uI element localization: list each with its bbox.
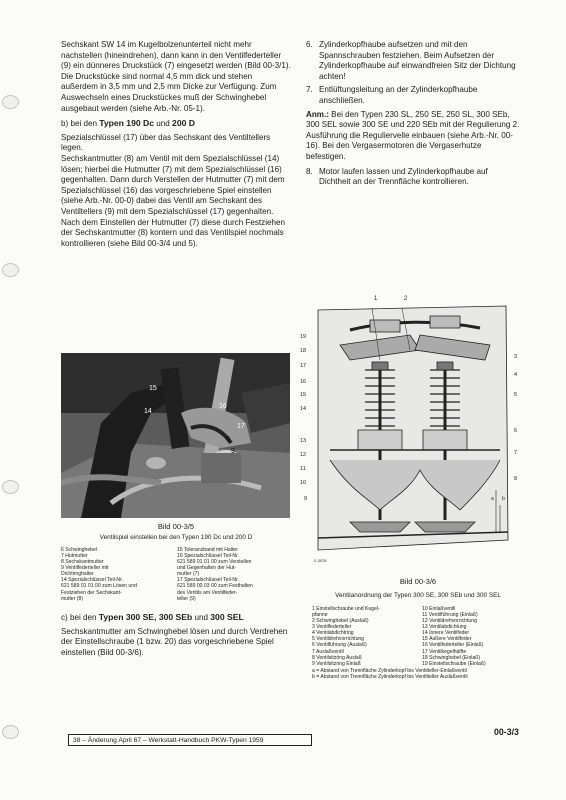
diagram-label-3: 3: [514, 354, 518, 360]
legend-col-left: [61, 547, 171, 602]
diagram-label-13: 13: [300, 438, 307, 444]
legend-item: 12 Ventildrehvorrichtung: [422, 618, 477, 625]
photo-label-14: 14: [144, 408, 152, 415]
diagram-label-10: 10: [300, 480, 307, 486]
footer-revision-box: 38 – Änderung April 67 – Werkstatt-Handbuch PKW-Typen 1959: [68, 734, 312, 746]
legend-col-left: [312, 606, 416, 667]
legend-col-right: [177, 547, 291, 602]
legend-item: 16 Spezialschlüssel Teil-Nr.: [177, 553, 239, 559]
legend-item: 7 Hutmutter: [61, 553, 88, 559]
legend-item: 2 Schwinghebel (Auslaß): [312, 618, 369, 625]
paragraph-einstellschraube: Sechskantmutter am Schwinghebel lösen und durch Verdrehen der Einstellschraube (1 bzw. 20) das vorgeschriebene Spiel einstellen (Bild 00-3/6).: [61, 626, 288, 657]
legend-item: 5 Ventildrehvorrichtung: [312, 636, 365, 643]
legend-col-right: [422, 606, 526, 667]
diagram-label-1: 1: [374, 296, 378, 302]
legend-00-3-5: [61, 547, 291, 602]
legend-item: 14 Spezialschlüssel Teil-Nr.: [61, 577, 123, 584]
diagram-label-b: b: [502, 496, 505, 502]
diagram-label-15: 15: [300, 392, 307, 398]
photo-label-8: 8: [226, 436, 230, 443]
diagram-label-16: 16: [300, 379, 307, 385]
legend-item: 6 Ventilführung (Auslaß): [312, 642, 367, 649]
heading-190dc: b) bei den Typen 190 Dc und 200 D: [61, 118, 195, 129]
legend-item: 4 Ventilabdichtring: [312, 630, 354, 637]
diagram-label-14: 14: [300, 406, 307, 412]
punch-hole-4: [2, 725, 19, 739]
steps-list: [306, 40, 520, 107]
diagram-label-7: 7: [514, 450, 518, 456]
right-column: [306, 40, 520, 191]
cylinder-head-cross-section: [310, 300, 522, 570]
legend-item: und Gegenhalten der Hut-: [177, 565, 236, 572]
punch-hole-2: [2, 263, 19, 277]
diagram-label-18: 18: [300, 348, 307, 354]
legend-item: 10 Einlaßventil: [422, 605, 456, 612]
legend-item: 6 Schwinghebel: [61, 546, 97, 553]
legend-item: 7 Auslaßventil: [312, 648, 344, 655]
legend-item: 18 Schwinghebel (Einlaß): [422, 654, 481, 661]
legend-distances: [312, 668, 524, 680]
photo-label-9: 9: [231, 448, 235, 455]
left-column: [61, 40, 291, 249]
diagram-label-19: 19: [300, 334, 307, 340]
legend-item: 14 Innere Ventilfeder: [422, 630, 470, 637]
legend-item: 15 Äußere Ventilfeder: [422, 636, 472, 643]
legend-item: 17 Spezialschlüssel Teil-Nr.: [177, 577, 239, 584]
left-figure-caption-block: [61, 522, 291, 659]
legend-item: 11 Ventilführung (Einlaß): [422, 612, 478, 618]
legend-item: 13 Ventilabdichtung: [422, 624, 467, 631]
legend-item: 19 Einstellschraube (Einlaß): [422, 660, 486, 667]
legend-item: Festziehen der Sechskant-: [61, 589, 122, 596]
legend-item: 1 Einstellschraube und Kugel-: [312, 605, 380, 612]
photo-label-16: 16: [219, 403, 227, 410]
legend-item: des Ventils am Ventilfeder-: [177, 589, 238, 596]
diagram-label-9: 9: [304, 496, 308, 502]
step-8: 8. Motor laufen lassen und Zylinderkopfhaube auf Dichtheit an der Trennfläche kontrollieren.: [306, 166, 488, 187]
heading-300se: c) bei den Typen 300 SE, 300 SEb und 300 SEL: [61, 611, 244, 622]
diagram-label-17: 17: [300, 363, 307, 369]
note-anm: Anm.: Bei den Typen 230 SL, 250 SE, 250 SL, 300 SEb, 300 SEL sowie 300 SE und 220 SEb mit der Regulierung 2. Ausführung die Reguliervelle einbauen (siehe Arb.-Nr. 00-16). Bei den Vergasermotoren die Vergaserhutze befestigen.: [306, 109, 520, 161]
legend-item: 15 Toleranzband mit Halter: [177, 546, 238, 553]
legend-item: 621 589 01 01 00 zum Lösen und: [61, 583, 137, 590]
legend-item: Dichtringhalter: [61, 571, 94, 578]
paragraph-druckstueck: Sechskant SW 14 im Kugelbolzenunterteil nicht mehr nachstellen (hineindrehen), dann kann in den Ventilfederteller (9) ein dünneres Druckstück (7) eingesetzt werden (Bild 00-3/1). Die Druckstücke sind normal 4,5 mm dick und stehen außerdem in 3,5 mm und 2,5 mm Dicke zur Verfügung. Zum Auswechseln eines Druckstückes muß der Schwinghebel ausgebaut werden (siehe Arb.-Nr. 05-1).: [61, 40, 291, 113]
engine-photo-illustration: [61, 353, 290, 518]
diagram-label-a: a: [491, 496, 494, 502]
photo-label-15: 15: [149, 385, 157, 392]
diagram-label-6: 6: [514, 428, 518, 434]
diagram-code: 2-3078: [314, 558, 327, 563]
legend-item: 621 589 00 03 00 zum Festhalten: [177, 583, 253, 590]
diagram-label-2: 2: [404, 296, 408, 302]
figure-title-00-3-5: Bild 00-3/5: [157, 522, 195, 531]
valve-arrangement-diagram: [300, 296, 522, 570]
legend-00-3-6: [312, 606, 524, 667]
legend-item: 16 Ventilfederteller (Einlaß): [422, 642, 484, 649]
legend-item: 621 589 01 01 00 zum Verstellen: [177, 559, 252, 566]
legend-item-b: b = Abstand von Trennfläche Zylinderkopf bis Ventilteller Auslaßventil: [312, 673, 468, 680]
step-7: 7. Entlüftungsleitung an der Zylinderkopfhaube anschließen.: [306, 85, 478, 105]
figure-caption-00-3-5: Ventilspiel einstellen bei den Typen 190 Dc und 200 D: [99, 534, 253, 541]
legend-item: 17 Ventilkegelhälfte: [422, 648, 467, 655]
photo-label-17: 17: [237, 423, 245, 430]
legend-item: 9 Ventilfederteller mit: [61, 565, 109, 572]
steps-list-2: [306, 167, 520, 188]
photo-valve-adjustment: [61, 353, 290, 518]
punch-hole-1: [2, 95, 19, 109]
legend-item-a: a = Abstand von Trennfläche Zylinderkopf bis Ventilteller-Einlaßventil: [312, 667, 467, 674]
step-6: 6. Zylinderkopfhaube aufsetzen und mit den Spannschrauben festziehen. Beim Aufsetzen der Zylinderkopfhaube auf einwandfreien Sitz der Dichtung achten!: [306, 40, 516, 81]
figure-caption-00-3-6: Ventilanordnung der Typen 300 SE, 300 SEb und 300 SEL: [335, 592, 501, 599]
diagram-label-5: 5: [514, 392, 518, 398]
legend-item: 8 Sechskantmutter: [61, 559, 104, 566]
diagram-label-4: 4: [514, 372, 518, 378]
page-number: 00-3/3: [494, 727, 519, 737]
paragraph-sechskantmutter: Sechskantmutter (8) am Ventil mit dem Spezialschlüssel (14) lösen; hierbei die Hutmutter (7) mit dem Spezialschlüssel (16) gegenhalten. Dann durch Verstellen der Hutmutter (7) mit dem Spezialschlüssel (16) das vorgeschriebene Spiel einstellen (siehe Arb.-Nr. 00-0) dabei das Ventil am Sechskant des Ventiltellers (9) mit dem Spezialschlüssel (17) gegenhalten. Nach dem Einstellen der Hutmutter (7) diese durch Festziehen der Sechskantmutter (8) kontern und das Ventilspiel nochmals kontrollieren (siehe Bild 00-3/4 und 5).: [61, 153, 286, 248]
legend-item: mutter (7): [177, 571, 200, 578]
legend-item: teller (9): [177, 595, 196, 602]
legend-item: 3 Ventilfederteller: [312, 624, 352, 631]
legend-item: pfanne: [312, 612, 328, 618]
punch-hole-3: [2, 480, 19, 494]
figure-title-00-3-6: Bild 00-3/6: [399, 577, 437, 586]
legend-item: mutter (8): [61, 595, 84, 602]
legend-item: 9 Ventilsitzring Einlaß: [312, 660, 361, 667]
diagram-label-8: 8: [514, 476, 518, 482]
diagram-label-11: 11: [300, 466, 306, 472]
right-figure-caption-block: [312, 577, 524, 680]
diagram-label-12: 12: [300, 452, 307, 458]
legend-item: 8 Ventilsitzring Auslaß: [312, 654, 362, 661]
paragraph-spezialschluessel: Spezialschlüssel (17) über das Sechskant des Ventiltellers legen.: [61, 132, 271, 153]
